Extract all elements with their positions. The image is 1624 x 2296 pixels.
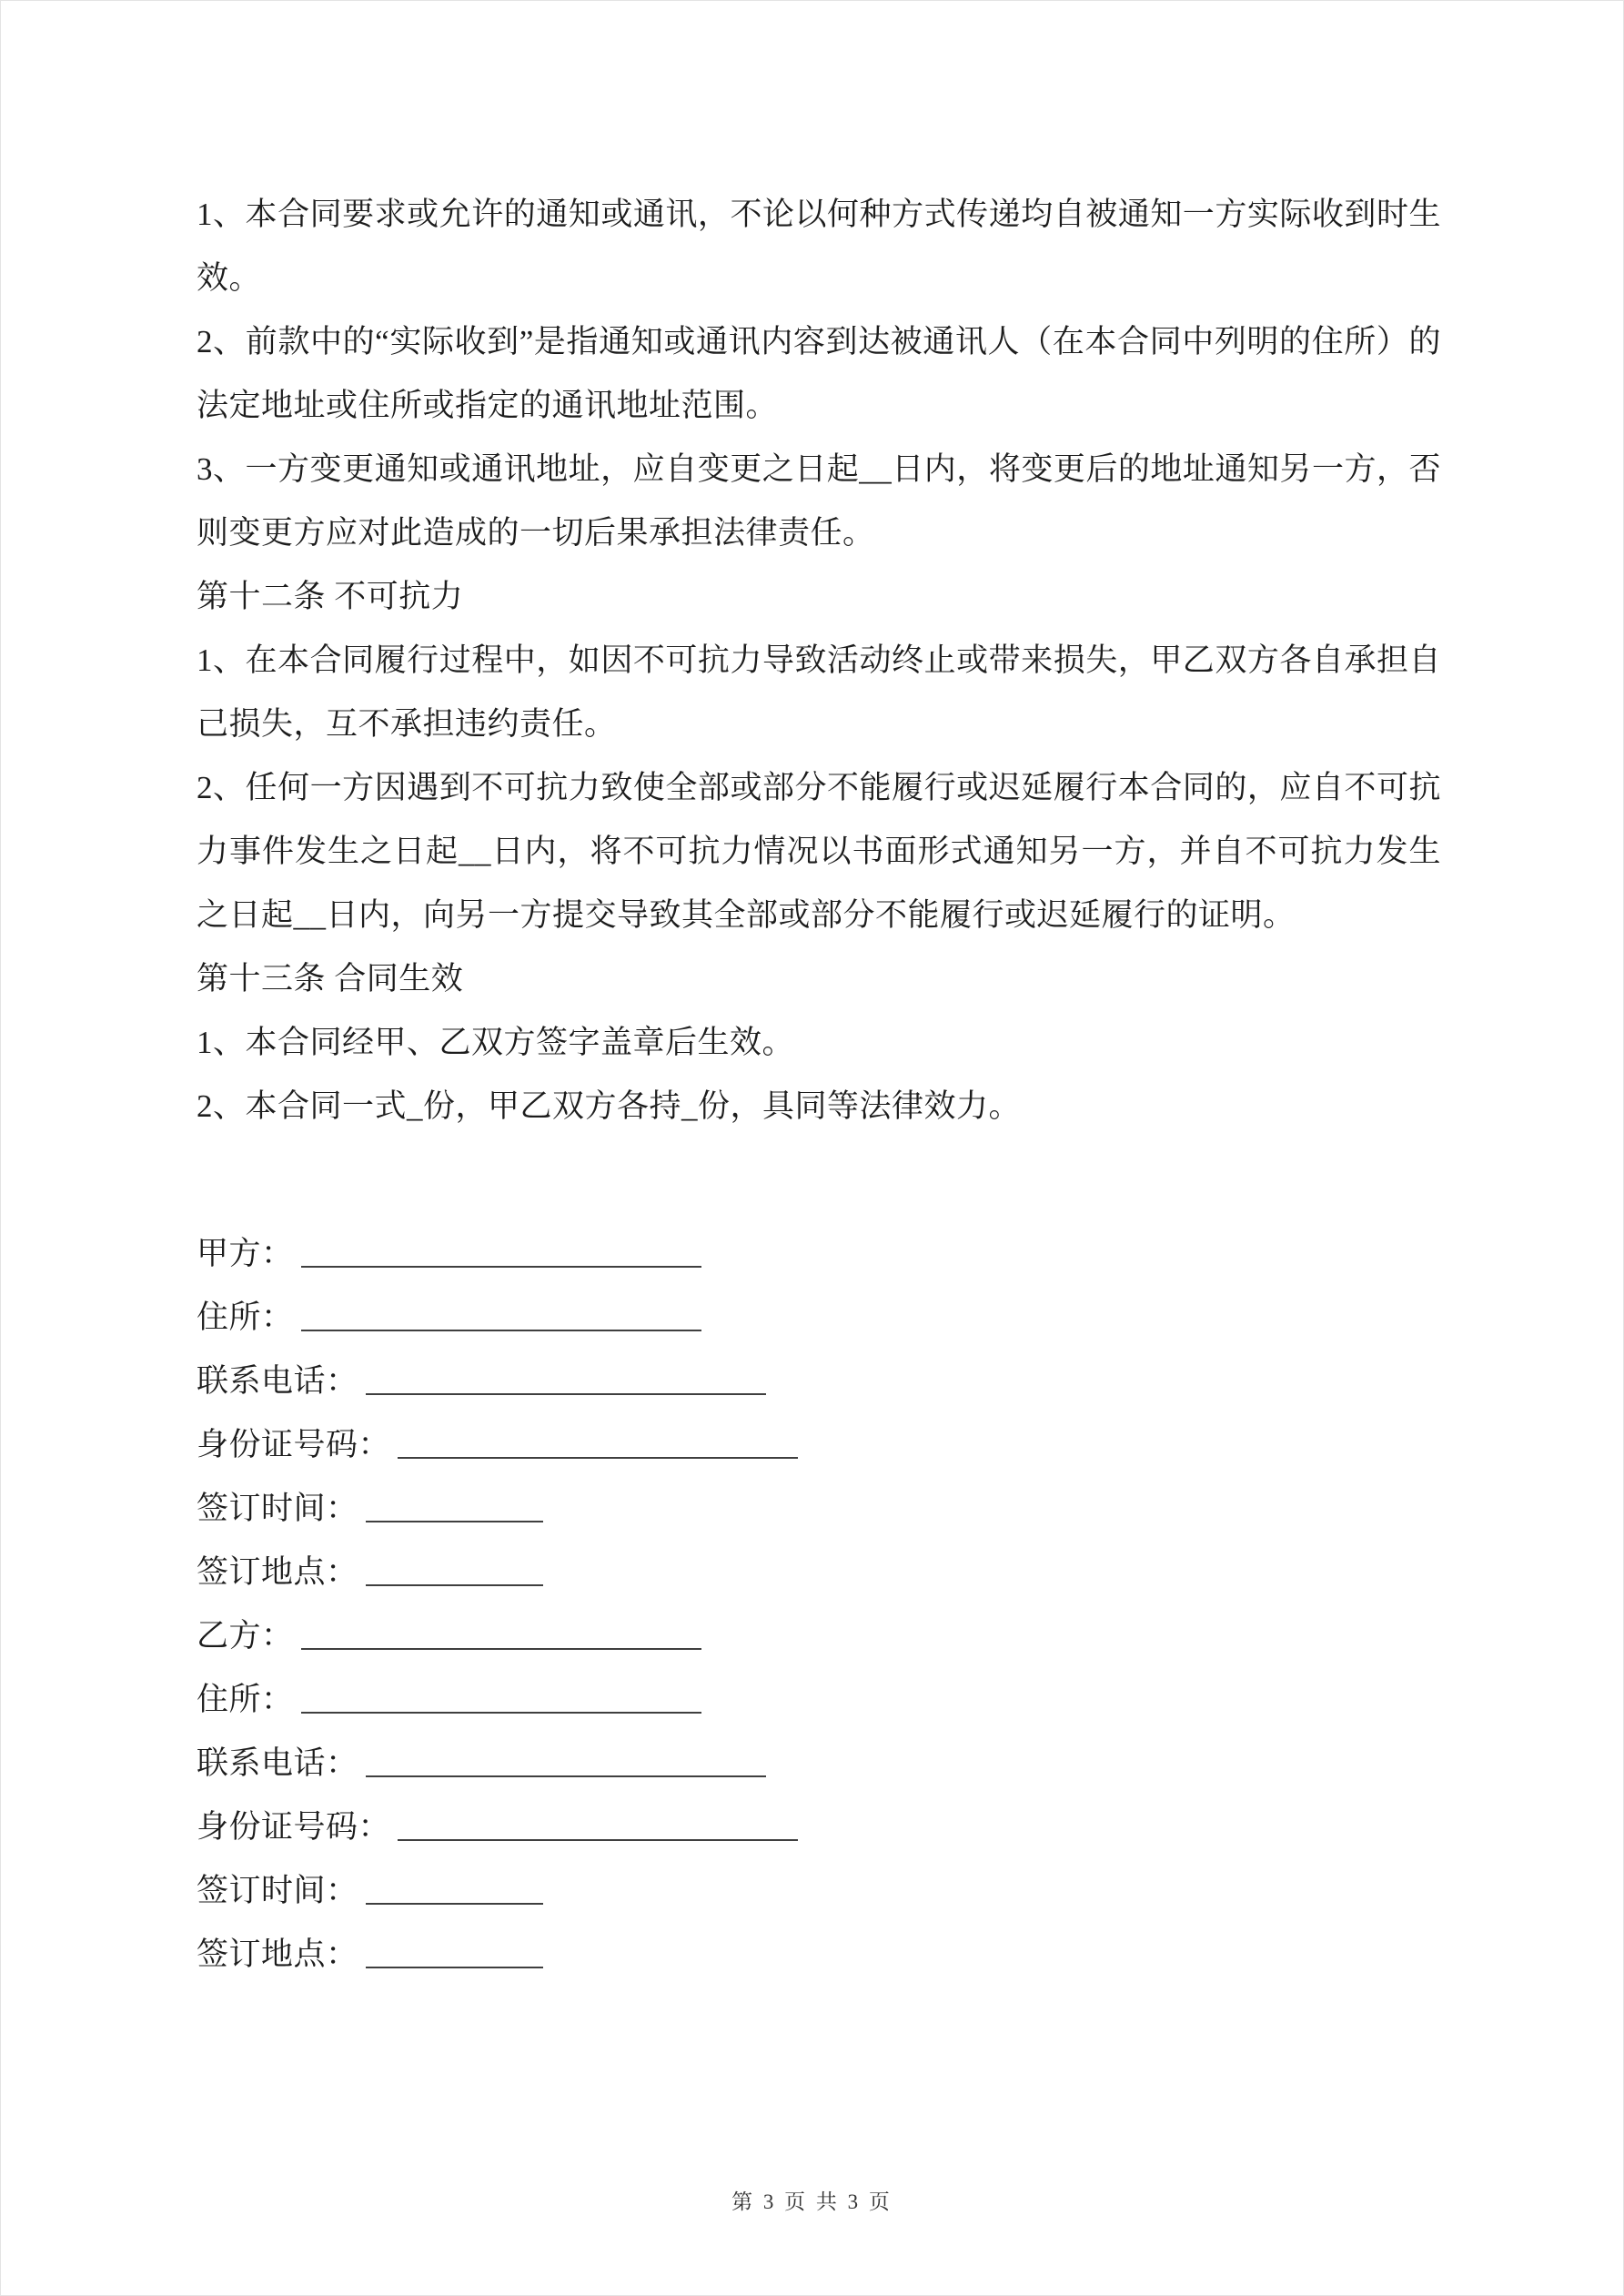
signature-blank-line	[398, 1431, 798, 1459]
signature-blank-line	[398, 1814, 798, 1841]
signature-label: 身份证号码：	[197, 1427, 391, 1462]
signature-blank-line	[366, 1750, 766, 1777]
signature-row-party-a	[197, 1222, 1441, 1286]
signature-row-id-number-a	[197, 1413, 1441, 1477]
signature-label: 签订时间：	[197, 1873, 358, 1908]
contract-paragraph: 2、任何一方因遇到不可抗力致使全部或部分不能履行或迟延履行本合同的，应自不可抗力事件发生之日起__日内，将不可抗力情况以书面形式通知另一方，并自不可抗力发生之日起__日内，向另一方提交导致其全部或部分不能履行或迟延履行的证明。	[197, 770, 1441, 933]
signature-row-sign-place-a	[197, 1541, 1441, 1604]
signature-blank-line	[366, 1368, 766, 1395]
signature-row-sign-place-b	[197, 1923, 1441, 1987]
document-content	[197, 183, 1441, 1987]
signature-label: 住所：	[197, 1300, 294, 1335]
section-heading-article-13: 第十三条 合同生效	[197, 961, 464, 996]
signature-row-id-number-b	[197, 1795, 1441, 1859]
signature-blank-line	[366, 1877, 543, 1905]
signature-label: 甲方：	[197, 1236, 294, 1271]
contract-paragraph: 2、本合同一式_份，甲乙双方各持_份，具同等法律效力。	[197, 1088, 1022, 1124]
signature-row-phone-a	[197, 1350, 1441, 1413]
signature-label: 乙方：	[197, 1618, 294, 1654]
contract-paragraph: 2、前款中的“实际收到”是指通知或通讯内容到达被通讯人（在本合同中列明的住所）的法定地址或住所或指定的通讯地址范围。	[197, 324, 1441, 423]
contract-paragraph: 1、本合同要求或允许的通知或通讯，不论以何种方式传递均自被通知一方实际收到时生效。	[197, 197, 1441, 296]
signature-blank-line	[366, 1941, 543, 1968]
signature-blank-line	[301, 1686, 701, 1714]
signature-label: 签订时间：	[197, 1491, 358, 1526]
signature-row-phone-b	[197, 1732, 1441, 1795]
signature-row-address-b	[197, 1668, 1441, 1732]
signature-label: 签订地点：	[197, 1554, 358, 1590]
section-heading-article-12: 第十二条 不可抗力	[197, 579, 464, 614]
signature-label: 身份证号码：	[197, 1809, 391, 1845]
signature-row-party-b	[197, 1604, 1441, 1668]
signature-blank-line	[301, 1304, 701, 1331]
signature-blank-line	[301, 1623, 701, 1650]
signature-row-sign-date-a	[197, 1477, 1441, 1541]
signature-blank-line	[366, 1559, 543, 1586]
contract-paragraph: 1、本合同经甲、乙双方签字盖章后生效。	[197, 1025, 795, 1060]
signature-label: 住所：	[197, 1682, 294, 1717]
signature-label: 签订地点：	[197, 1937, 358, 1972]
signature-label: 联系电话：	[197, 1363, 358, 1399]
contract-paragraph: 1、在本合同履行过程中，如因不可抗力导致活动终止或带来损失，甲乙双方各自承担自己损失，互不承担违约责任。	[197, 642, 1441, 742]
signature-blank-line	[301, 1240, 701, 1268]
signature-label: 联系电话：	[197, 1745, 358, 1781]
signature-blank-line	[366, 1495, 543, 1522]
signature-block	[197, 1222, 1441, 1987]
signature-row-sign-date-b	[197, 1859, 1441, 1923]
signature-row-address-a	[197, 1286, 1441, 1350]
page-footer: 第 3 页 共 3 页	[731, 2190, 893, 2213]
contract-paragraph: 3、一方变更通知或通讯地址，应自变更之日起__日内，将变更后的地址通知另一方，否则变更方应对此造成的一切后果承担法律责任。	[197, 451, 1441, 551]
